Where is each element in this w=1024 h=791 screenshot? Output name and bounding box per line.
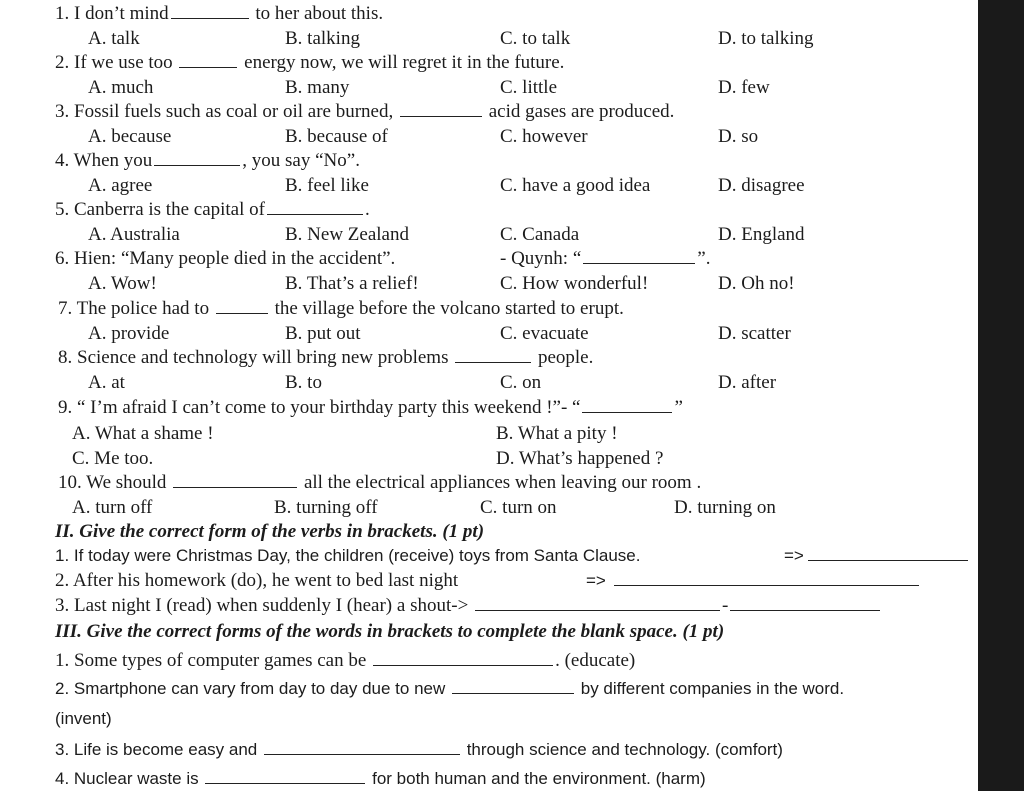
item-text: . (educate) <box>555 650 636 671</box>
answer-blank <box>179 52 237 68</box>
item-text: - <box>722 595 729 616</box>
item-text: 3. Last night I (read) when suddenly I (hear) a shout-> <box>55 595 469 616</box>
answer-blank <box>173 472 297 488</box>
option-a: A. because <box>88 126 172 147</box>
question-text: 1. I don’t mind <box>55 3 169 24</box>
question-text: acid gases are produced. <box>488 101 675 122</box>
option-b: B. because of <box>285 126 388 147</box>
option-c: C. evacuate <box>500 323 589 344</box>
question-text: 5. Canberra is the capital of <box>55 199 265 220</box>
question-text: 9. “ I’m afraid I can’t come to your birthday party this weekend !”- “ <box>58 397 581 418</box>
answer-blank <box>583 248 695 264</box>
answer-blank <box>455 347 531 363</box>
option-b: B. New Zealand <box>285 224 409 245</box>
arrow-icon: => <box>784 546 804 565</box>
option-b: B. That’s a relief! <box>285 273 419 294</box>
question-8 <box>58 347 593 369</box>
question-text: ” <box>674 397 683 418</box>
word-item-4 <box>55 768 706 790</box>
option-d: D. Oh no! <box>718 273 795 294</box>
question-text: people. <box>537 347 594 368</box>
verb-item-3 <box>55 595 882 617</box>
option-c: C. have a good idea <box>500 175 651 196</box>
option-b: B. turning off <box>274 497 378 518</box>
question-text: 7. The police had to <box>58 298 210 319</box>
option-a: A. Australia <box>88 224 180 245</box>
option-b: B. to <box>285 372 322 393</box>
option-b: B. What a pity ! <box>496 423 618 444</box>
item-text: by different companies in the word. <box>580 679 845 698</box>
answer-blank <box>475 595 720 611</box>
answer-blank <box>452 678 574 694</box>
option-d: D. disagree <box>718 175 805 196</box>
option-c: C. Me too. <box>72 448 154 469</box>
option-d: D. turning on <box>674 497 776 518</box>
option-a: A. Wow! <box>88 273 157 294</box>
answer-blank <box>205 768 365 784</box>
question-text: energy now, we will regret it in the future. <box>244 52 565 73</box>
option-d: D. to talking <box>718 28 814 49</box>
question-text: to her about this. <box>255 3 384 24</box>
answer-blank <box>267 199 363 215</box>
option-b: B. talking <box>285 28 360 49</box>
option-a: A. talk <box>88 28 140 49</box>
option-a: A. at <box>88 372 125 393</box>
option-d: D. so <box>718 126 759 147</box>
answer-blank <box>171 3 249 19</box>
item-text: 2. Smartphone can vary from day to day due to new <box>55 679 446 698</box>
option-a: A. agree <box>88 175 153 196</box>
answer-blank <box>808 545 968 561</box>
answer-blank <box>582 397 672 413</box>
question-7 <box>58 298 624 320</box>
option-c: C. to talk <box>500 28 571 49</box>
question-text: 3. Fossil fuels such as coal or oil are burned, <box>55 101 394 122</box>
question-text: the village before the volcano started to erupt. <box>274 298 624 319</box>
option-b: B. put out <box>285 323 361 344</box>
question-6-response <box>500 248 710 270</box>
question-5 <box>55 199 370 221</box>
question-text: , you say “No”. <box>242 150 360 171</box>
question-9 <box>58 397 683 419</box>
section-heading-part-3: III. Give the correct forms of the words in brackets to complete the blank space. (1 pt) <box>55 621 725 642</box>
answer-blank <box>730 595 880 611</box>
question-6 <box>55 248 395 270</box>
option-b: B. feel like <box>285 175 369 196</box>
item-text: through science and technology. (comfort) <box>466 740 783 759</box>
option-a: A. much <box>88 77 154 98</box>
option-a: A. What a shame ! <box>72 423 214 444</box>
verb-item-2-answer <box>586 570 921 592</box>
verb-item-1 <box>55 545 640 567</box>
word-item-3 <box>55 739 783 761</box>
question-2 <box>55 52 564 74</box>
verb-item-2 <box>55 570 458 592</box>
question-4 <box>55 150 360 172</box>
arrow-icon: => <box>586 571 606 590</box>
section-heading-part-2: II. Give the correct form of the verbs in brackets. (1 pt) <box>55 521 485 542</box>
option-d: D. after <box>718 372 777 393</box>
answer-blank <box>264 739 460 755</box>
item-text: 1. If today were Christmas Day, the children (receive) toys from Santa Clause. <box>55 546 641 565</box>
option-c: C. Canada <box>500 224 580 245</box>
option-a: A. turn off <box>72 497 153 518</box>
option-b: B. many <box>285 77 350 98</box>
answer-blank <box>216 298 268 314</box>
answer-blank <box>614 570 919 586</box>
answer-blank <box>154 150 240 166</box>
word-item-2 <box>55 678 844 700</box>
option-d: D. England <box>718 224 805 245</box>
answer-blank <box>400 101 482 117</box>
word-item-1 <box>55 650 635 672</box>
item-text: 4. Nuclear waste is <box>55 769 199 788</box>
option-c: C. however <box>500 126 588 147</box>
question-text: 2. If we use too <box>55 52 173 73</box>
question-text: 10. We should <box>58 472 167 493</box>
option-c: C. on <box>500 372 542 393</box>
option-c: C. turn on <box>480 497 557 518</box>
verb-item-1-answer <box>784 545 970 567</box>
item-text: 1. Some types of computer games can be <box>55 650 367 671</box>
question-text: . <box>364 199 370 220</box>
option-c: C. little <box>500 77 557 98</box>
question-text: 6. Hien: “Many people died in the accident”. <box>55 248 396 269</box>
question-10 <box>58 472 701 494</box>
question-1 <box>55 3 383 25</box>
item-text: 2. After his homework (do), he went to bed last night <box>55 570 459 591</box>
answer-blank <box>373 650 553 666</box>
question-text: all the electrical appliances when leaving our room . <box>303 472 702 493</box>
question-3 <box>55 101 674 123</box>
item-text: 3. Life is become easy and <box>55 740 258 759</box>
word-item-2-hint: (invent) <box>55 709 112 728</box>
option-d: D. What’s happened ? <box>496 448 664 469</box>
option-a: A. provide <box>88 323 170 344</box>
option-d: D. scatter <box>718 323 791 344</box>
question-text: - Quynh: “ <box>500 248 582 269</box>
question-text: ”. <box>697 248 711 269</box>
option-d: D. few <box>718 77 770 98</box>
question-text: 8. Science and technology will bring new problems <box>58 347 449 368</box>
question-text: 4. When you <box>55 150 153 171</box>
option-c: C. How wonderful! <box>500 273 649 294</box>
item-text: for both human and the environment. (harm) <box>372 769 706 788</box>
